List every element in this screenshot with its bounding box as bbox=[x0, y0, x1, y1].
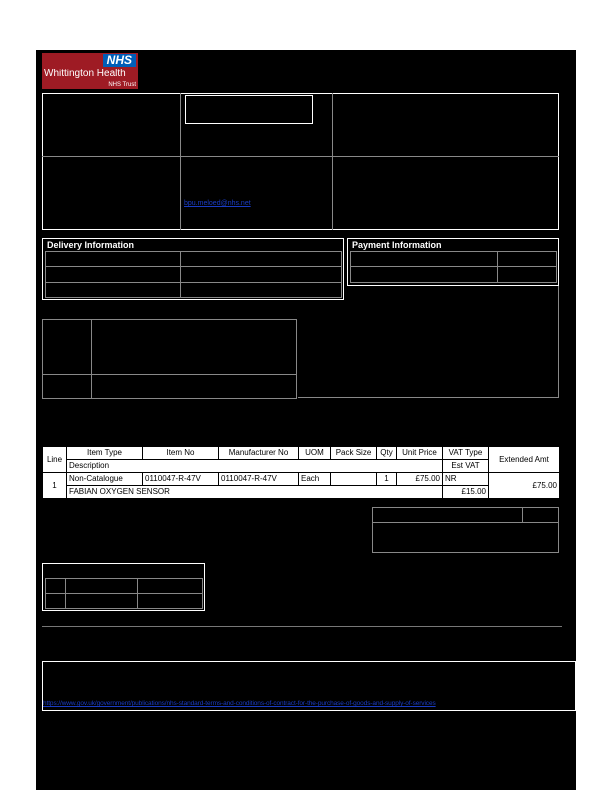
cell-item-no: 0110047-R-47V bbox=[143, 473, 219, 486]
cell-uom: Each bbox=[299, 473, 331, 486]
table-row bbox=[43, 473, 560, 486]
col-header-pack-size: Pack Size bbox=[331, 447, 377, 460]
delivery-field-value bbox=[180, 266, 342, 283]
delivery-field-value bbox=[180, 282, 342, 298]
totals-summary-cell bbox=[372, 522, 559, 553]
payment-field-value bbox=[497, 266, 557, 283]
payment-right-border bbox=[558, 286, 559, 398]
col-header-est-vat: Est VAT bbox=[443, 460, 489, 473]
notes-label-cell bbox=[42, 319, 92, 375]
col-header-vat-type: VAT Type bbox=[443, 447, 489, 460]
col-header-line: Line bbox=[43, 447, 67, 473]
cell-extended-amt: £75.00 bbox=[489, 473, 560, 499]
header-divider-horizontal bbox=[42, 156, 559, 157]
cell-line: 1 bbox=[43, 473, 67, 499]
delivery-field-label bbox=[45, 266, 181, 283]
payment-bottom-border bbox=[298, 397, 559, 398]
approvals-cell bbox=[137, 593, 203, 609]
terms-conditions-link[interactable]: https://www.gov.uk/government/publications/nhs-standard-terms-and-conditions-of-contract-for-the-purchase-of-goods-and-supply-of-services bbox=[43, 700, 436, 707]
header-divider-vertical-2 bbox=[332, 93, 333, 230]
delivery-title: Delivery Information bbox=[47, 240, 135, 250]
cell-item-type: Non-Catalogue bbox=[67, 473, 143, 486]
col-header-extended-amt: Extended Amt bbox=[489, 447, 560, 473]
notes-label-cell bbox=[42, 374, 92, 399]
cell-est-vat: £15.00 bbox=[443, 486, 489, 499]
delivery-field-label bbox=[45, 282, 181, 298]
totals-label-cell bbox=[372, 507, 523, 523]
delivery-field-value bbox=[180, 251, 342, 267]
col-header-item-type: Item Type bbox=[67, 447, 143, 460]
cell-vat-type: NR bbox=[443, 473, 489, 486]
payment-field-label bbox=[350, 266, 498, 283]
nhs-logo-mark: NHS bbox=[103, 54, 136, 67]
approvals-cell bbox=[65, 593, 138, 609]
order-lines-table bbox=[42, 446, 560, 499]
approvals-cell bbox=[45, 578, 66, 594]
table-row bbox=[43, 486, 560, 499]
organisation-name: Whittington Health bbox=[44, 69, 126, 79]
col-header-uom: UOM bbox=[299, 447, 331, 460]
col-header-unit-price: Unit Price bbox=[397, 447, 443, 460]
cell-unit-price: £75.00 bbox=[397, 473, 443, 486]
cell-manufacturer-no: 0110047-R-47V bbox=[219, 473, 299, 486]
approvals-cell bbox=[45, 593, 66, 609]
cell-pack-size bbox=[331, 473, 377, 486]
contact-email-link[interactable]: bpu.meloed@nhs.net bbox=[184, 200, 251, 207]
col-header-qty: Qty bbox=[377, 447, 397, 460]
notes-value-cell bbox=[91, 374, 297, 399]
payment-field-label bbox=[350, 251, 498, 267]
totals-value-cell bbox=[522, 507, 559, 523]
order-number-box bbox=[185, 95, 313, 124]
organisation-subtitle: NHS Trust bbox=[108, 82, 136, 88]
cell-qty: 1 bbox=[377, 473, 397, 486]
delivery-field-label bbox=[45, 251, 181, 267]
header-divider-vertical-1 bbox=[180, 93, 181, 230]
section-divider bbox=[42, 626, 562, 627]
nhs-logo bbox=[42, 53, 138, 89]
cell-description: FABIAN OXYGEN SENSOR bbox=[67, 486, 443, 499]
approvals-cell bbox=[65, 578, 138, 594]
col-header-description: Description bbox=[67, 460, 443, 473]
col-header-item-no: Item No bbox=[143, 447, 219, 460]
payment-field-value bbox=[497, 251, 557, 267]
table-header-row bbox=[43, 460, 560, 473]
payment-title: Payment Information bbox=[352, 240, 442, 250]
col-header-manufacturer-no: Manufacturer No bbox=[219, 447, 299, 460]
approvals-cell bbox=[137, 578, 203, 594]
notes-value-cell bbox=[91, 319, 297, 375]
table-header-row bbox=[43, 447, 560, 460]
